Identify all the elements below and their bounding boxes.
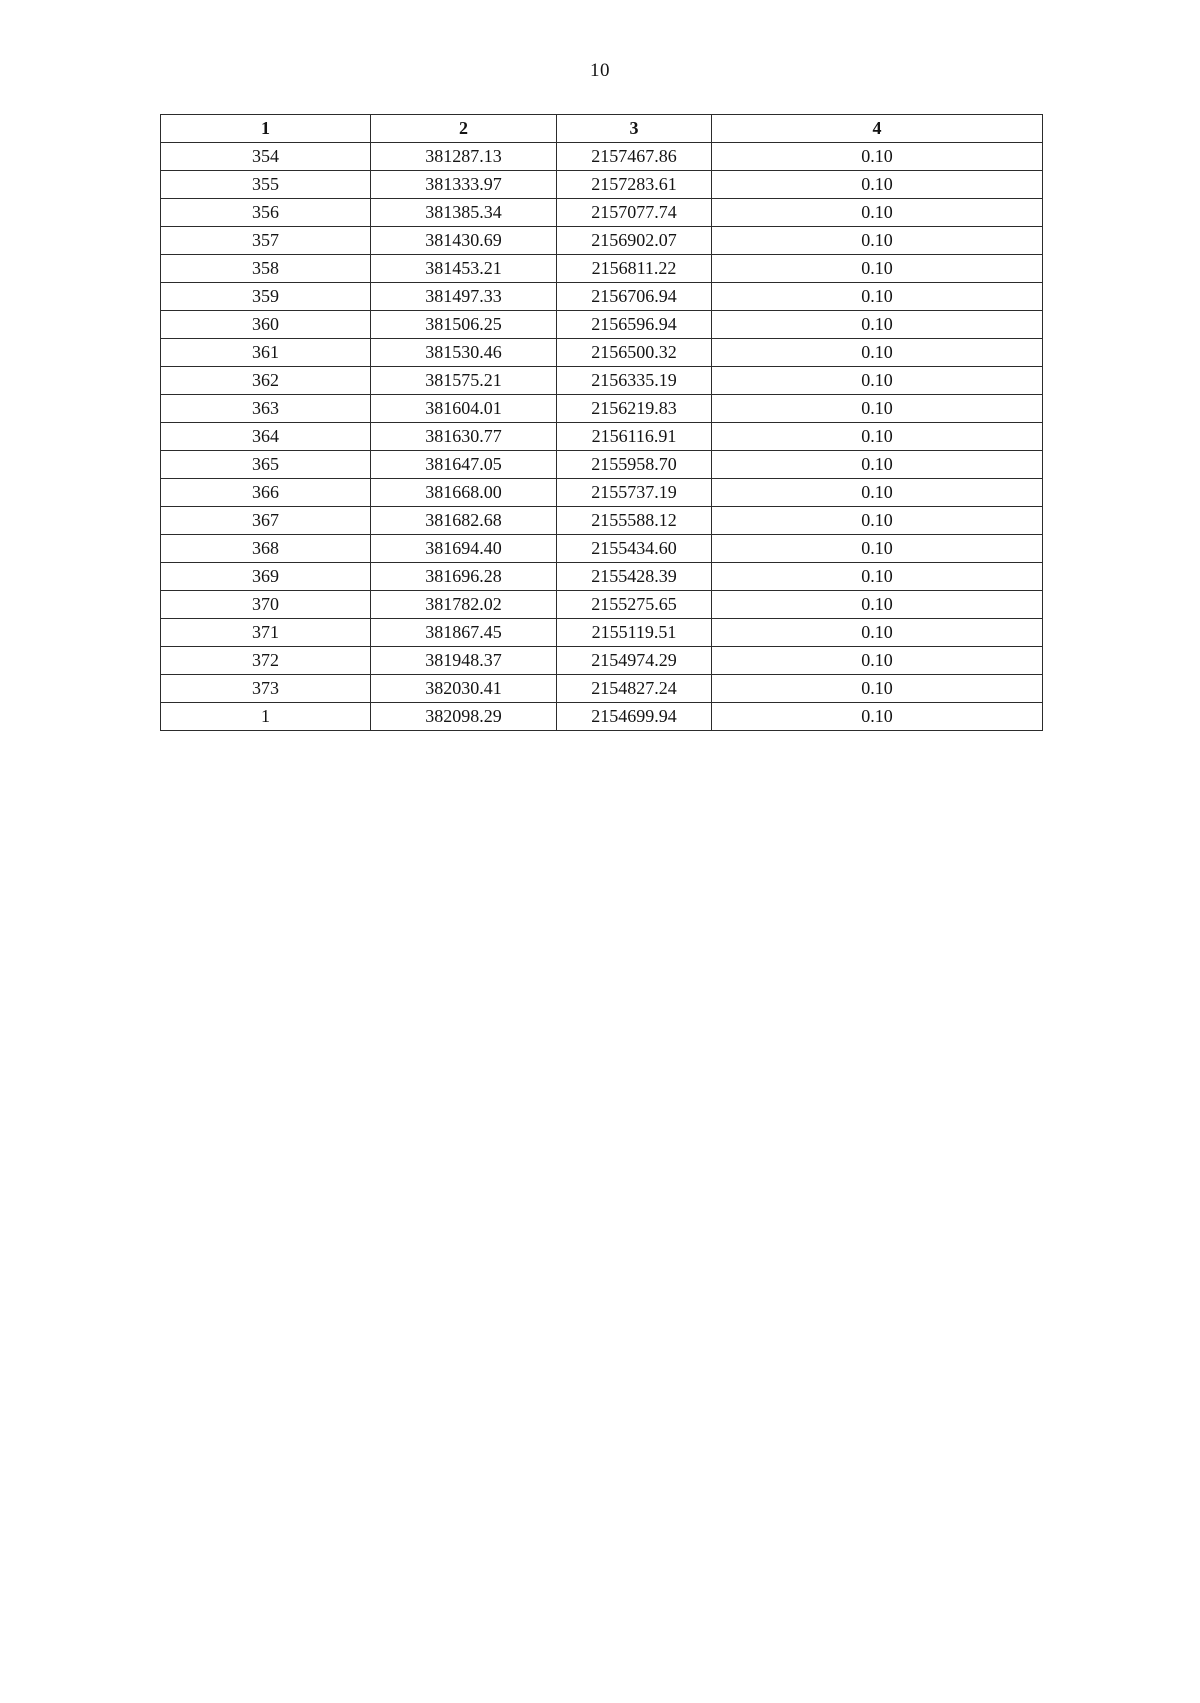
table-row bbox=[161, 367, 1043, 395]
table-cell: 0.10 bbox=[712, 283, 1043, 311]
table-row bbox=[161, 115, 1043, 143]
table-row bbox=[161, 647, 1043, 675]
table-row bbox=[161, 143, 1043, 171]
table-cell: 381668.00 bbox=[371, 479, 557, 507]
table-cell: 0.10 bbox=[712, 675, 1043, 703]
table-cell: 0.10 bbox=[712, 255, 1043, 283]
table-row bbox=[161, 675, 1043, 703]
table-cell: 0.10 bbox=[712, 395, 1043, 423]
table-cell: 2156500.32 bbox=[557, 339, 712, 367]
table-column-header: 3 bbox=[557, 115, 712, 143]
table-cell: 0.10 bbox=[712, 703, 1043, 731]
table-cell: 382098.29 bbox=[371, 703, 557, 731]
table-cell: 367 bbox=[161, 507, 371, 535]
table-row bbox=[161, 199, 1043, 227]
table-cell: 365 bbox=[161, 451, 371, 479]
table-cell: 2155737.19 bbox=[557, 479, 712, 507]
table-cell: 373 bbox=[161, 675, 371, 703]
table-cell: 1 bbox=[161, 703, 371, 731]
table-cell: 370 bbox=[161, 591, 371, 619]
table-cell: 366 bbox=[161, 479, 371, 507]
table-cell: 356 bbox=[161, 199, 371, 227]
table-cell: 0.10 bbox=[712, 479, 1043, 507]
table-cell: 0.10 bbox=[712, 619, 1043, 647]
table-row bbox=[161, 535, 1043, 563]
table-cell: 381867.45 bbox=[371, 619, 557, 647]
table-cell: 2156219.83 bbox=[557, 395, 712, 423]
table-cell: 2157467.86 bbox=[557, 143, 712, 171]
table-row bbox=[161, 703, 1043, 731]
page-number: 10 bbox=[590, 60, 610, 81]
table-cell: 0.10 bbox=[712, 535, 1043, 563]
table-cell: 381430.69 bbox=[371, 227, 557, 255]
table-body bbox=[161, 143, 1043, 731]
table-cell: 2157283.61 bbox=[557, 171, 712, 199]
table-row bbox=[161, 227, 1043, 255]
table-cell: 381694.40 bbox=[371, 535, 557, 563]
table-cell: 0.10 bbox=[712, 227, 1043, 255]
table-cell: 381287.13 bbox=[371, 143, 557, 171]
table-cell: 381630.77 bbox=[371, 423, 557, 451]
table-cell: 2155588.12 bbox=[557, 507, 712, 535]
table-row bbox=[161, 507, 1043, 535]
table-cell: 381497.33 bbox=[371, 283, 557, 311]
table-header-row bbox=[161, 115, 1043, 143]
table-cell: 364 bbox=[161, 423, 371, 451]
table-cell: 372 bbox=[161, 647, 371, 675]
table-cell: 2154699.94 bbox=[557, 703, 712, 731]
table-cell: 0.10 bbox=[712, 563, 1043, 591]
table-cell: 381696.28 bbox=[371, 563, 557, 591]
table-cell: 0.10 bbox=[712, 171, 1043, 199]
table-cell: 2155434.60 bbox=[557, 535, 712, 563]
table-row bbox=[161, 283, 1043, 311]
table-cell: 2154827.24 bbox=[557, 675, 712, 703]
table-cell: 2155119.51 bbox=[557, 619, 712, 647]
table-cell: 2154974.29 bbox=[557, 647, 712, 675]
table-cell: 361 bbox=[161, 339, 371, 367]
table-cell: 362 bbox=[161, 367, 371, 395]
table-cell: 0.10 bbox=[712, 199, 1043, 227]
table-cell: 0.10 bbox=[712, 143, 1043, 171]
table-row bbox=[161, 339, 1043, 367]
table-row bbox=[161, 479, 1043, 507]
table-cell: 381575.21 bbox=[371, 367, 557, 395]
table-cell: 2155428.39 bbox=[557, 563, 712, 591]
table-cell: 368 bbox=[161, 535, 371, 563]
table-cell: 355 bbox=[161, 171, 371, 199]
table-row bbox=[161, 591, 1043, 619]
table-cell: 381333.97 bbox=[371, 171, 557, 199]
table-cell: 381530.46 bbox=[371, 339, 557, 367]
table-cell: 381948.37 bbox=[371, 647, 557, 675]
table-cell: 0.10 bbox=[712, 311, 1043, 339]
table-cell: 2156116.91 bbox=[557, 423, 712, 451]
table-cell: 381604.01 bbox=[371, 395, 557, 423]
table-cell: 357 bbox=[161, 227, 371, 255]
table-cell: 381385.34 bbox=[371, 199, 557, 227]
table-cell: 0.10 bbox=[712, 647, 1043, 675]
table-cell: 369 bbox=[161, 563, 371, 591]
table-cell: 0.10 bbox=[712, 451, 1043, 479]
table-cell: 381506.25 bbox=[371, 311, 557, 339]
table-cell: 2157077.74 bbox=[557, 199, 712, 227]
table-column-header: 4 bbox=[712, 115, 1043, 143]
table-cell: 2155275.65 bbox=[557, 591, 712, 619]
table-row bbox=[161, 255, 1043, 283]
table-cell: 381682.68 bbox=[371, 507, 557, 535]
table-cell: 0.10 bbox=[712, 507, 1043, 535]
table-cell: 381782.02 bbox=[371, 591, 557, 619]
table-cell: 0.10 bbox=[712, 591, 1043, 619]
table-row bbox=[161, 563, 1043, 591]
table-cell: 381453.21 bbox=[371, 255, 557, 283]
table-row bbox=[161, 619, 1043, 647]
coordinates-table bbox=[160, 114, 1043, 731]
table-row bbox=[161, 171, 1043, 199]
table-column-header: 2 bbox=[371, 115, 557, 143]
table-cell: 2156596.94 bbox=[557, 311, 712, 339]
table-row bbox=[161, 451, 1043, 479]
table-cell: 359 bbox=[161, 283, 371, 311]
table-cell: 354 bbox=[161, 143, 371, 171]
table-row bbox=[161, 423, 1043, 451]
table-cell: 2155958.70 bbox=[557, 451, 712, 479]
table-cell: 363 bbox=[161, 395, 371, 423]
table-cell: 2156811.22 bbox=[557, 255, 712, 283]
table-cell: 0.10 bbox=[712, 339, 1043, 367]
table-cell: 2156706.94 bbox=[557, 283, 712, 311]
table-cell: 360 bbox=[161, 311, 371, 339]
table-row bbox=[161, 311, 1043, 339]
table-cell: 382030.41 bbox=[371, 675, 557, 703]
table-column-header: 1 bbox=[161, 115, 371, 143]
table-cell: 2156335.19 bbox=[557, 367, 712, 395]
table-row bbox=[161, 395, 1043, 423]
table-cell: 381647.05 bbox=[371, 451, 557, 479]
table-cell: 0.10 bbox=[712, 423, 1043, 451]
table-cell: 358 bbox=[161, 255, 371, 283]
table-cell: 371 bbox=[161, 619, 371, 647]
table-cell: 0.10 bbox=[712, 367, 1043, 395]
table-cell: 2156902.07 bbox=[557, 227, 712, 255]
